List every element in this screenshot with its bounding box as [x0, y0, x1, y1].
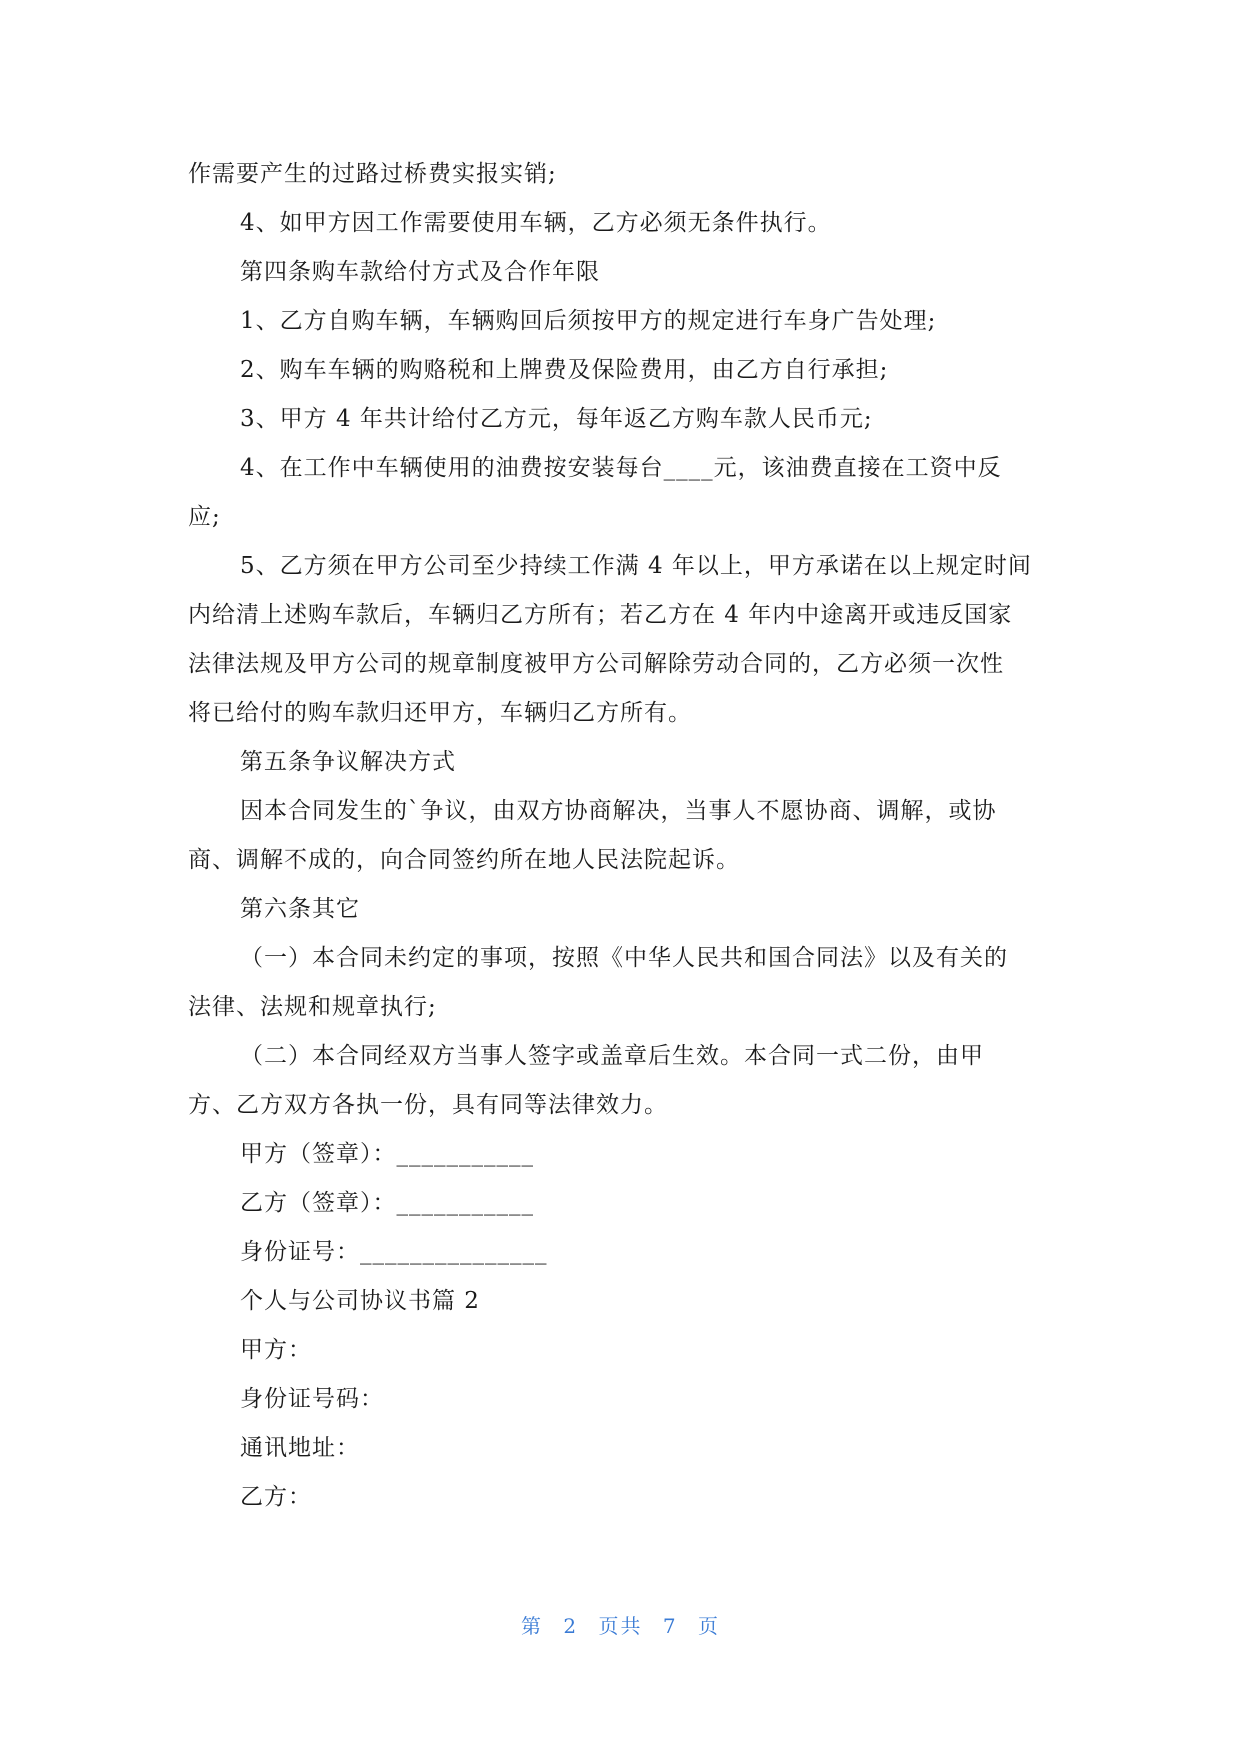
- footer-total-pages: 7: [662, 1614, 678, 1638]
- text-line: 2、购车车辆的购赂税和上牌费及保险费用，由乙方自行承担;: [240, 357, 889, 383]
- text-line: 应;: [188, 504, 221, 530]
- party-b-label: 乙方：: [240, 1484, 312, 1510]
- section-heading: 第四条购车款给付方式及合作年限: [240, 259, 600, 285]
- text-line: （二）本合同经双方当事人签字或盖章后生效。本合同一式二份，由甲: [240, 1043, 984, 1069]
- text-line: 法律、法规和规章执行;: [188, 994, 437, 1020]
- address-label: 通讯地址：: [240, 1435, 360, 1461]
- text-line: 4、如甲方因工作需要使用车辆，乙方必须无条件执行。: [240, 210, 832, 236]
- id-number-label: 身份证号码：: [240, 1386, 384, 1412]
- page-body: [188, 150, 1058, 1522]
- text-line: （一）本合同未约定的事项，按照《中华人民共和国合同法》以及有关的: [240, 945, 1008, 971]
- section-heading: 第五条争议解决方式: [240, 749, 456, 775]
- section-heading: 第六条其它: [240, 896, 360, 922]
- footer-page-number: 2: [563, 1614, 579, 1638]
- text-line: 内给清上述购车款后，车辆归乙方所有；若乙方在 4 年内中途离开或违反国家: [188, 602, 1013, 628]
- party-a-label: 甲方：: [240, 1337, 312, 1363]
- text-line: 3、甲方 4 年共计给付乙方元，每年返乙方购车款人民币元;: [240, 406, 873, 432]
- text-line: 5、乙方须在甲方公司至少持续工作满 4 年以上，甲方承诺在以上规定时间: [240, 553, 1032, 579]
- id-number-line: 身份证号：_______________: [240, 1239, 548, 1265]
- text-line: 因本合同发生的`争议，由双方协商解决，当事人不愿协商、调解，或协: [240, 798, 997, 824]
- text-line: 1、乙方自购车辆，车辆购回后须按甲方的规定进行车身广告处理;: [240, 308, 937, 334]
- text-line: 将已给付的购车款归还甲方，车辆归乙方所有。: [188, 700, 692, 726]
- text-line: 法律法规及甲方公司的规章制度被甲方公司解除劳动合同的，乙方必须一次性: [188, 651, 1004, 677]
- footer-ye: 页: [697, 1614, 720, 1638]
- signature-line-party-a: 甲方（签章）：___________: [240, 1141, 534, 1167]
- text-line: 方、乙方双方各执一份，具有同等法律效力。: [188, 1092, 668, 1118]
- text-line: 作需要产生的过路过桥费实报实销;: [188, 161, 557, 187]
- text-line: 商、调解不成的，向合同签约所在地人民法院起诉。: [188, 847, 740, 873]
- signature-line-party-b: 乙方（签章）：___________: [240, 1190, 534, 1216]
- text-line: 4、在工作中车辆使用的油费按安装每台____元，该油费直接在工资中反: [240, 455, 1002, 481]
- section-heading: 个人与公司协议书篇 2: [240, 1288, 480, 1314]
- footer-ye-gong: 页共: [598, 1614, 643, 1638]
- footer-di: 第: [521, 1614, 544, 1638]
- page-footer: [0, 1610, 1241, 1639]
